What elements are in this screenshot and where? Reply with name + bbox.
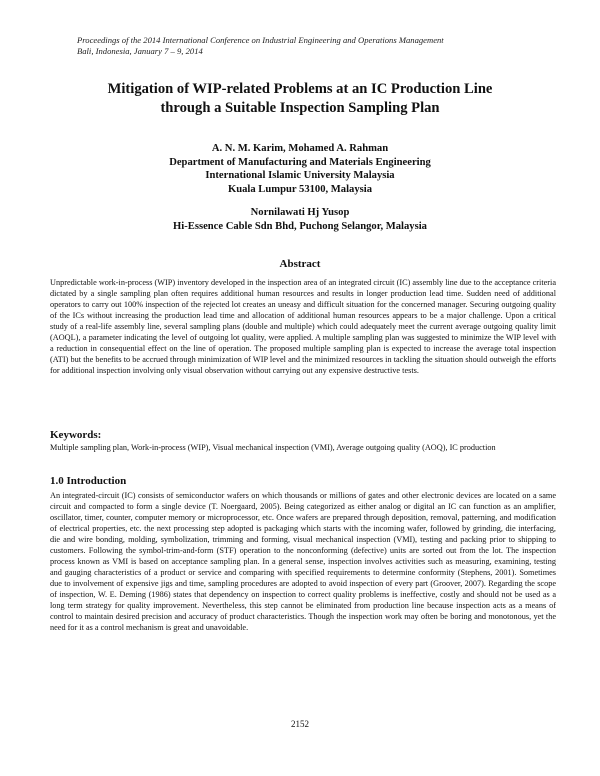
introduction-text: An integrated-circuit (IC) consists of semiconductor wafers on which thousands or millions of gates and other electronic devices are located on a same circuit and compacted to form a single device (T. Noergaard, 2005). Being categorized as either analog or digital an IC can function as an amplifier, oscillator, timer, counter, computer memory or microprocessor, etc. Once wafers are prepared through deposition, removal, patterning, and modification of electrical properties, etc. the next processing step adopted is packaging which starts with the incoming wafer, followed by grinding, die interfacing, die and wire bonding, molding, symbolization, trimming and forming, visual mechanical inspection (VMI), testing and packing prior to shipping to customers. Following the symbol-trim-and-form (STF) operation to the nonconforming (defective) units are sorted out from the lot. The inspection process known as VMI is based on acceptance sampling plan. In a general sense, inspection involves activities such as measuring, examining, testing and gauging characteristics of a product or service and comparing with specified requirements to determine conformity (Stephens, 2001). Sometimes due to involvement of expensive jigs and time, sampling procedures are adopted to avoid inspection of every part (Groover, 2007). Regarding the scope of inspection, W. E. Deming (1986) states that dependency on inspection to correct quality problems is ineffective, costly and should not be used as a long term strategy for quality improvement. Nevertheless, this step cannot be eliminated from production line because inspection acts as a means of control to maintain desired precision and accuracy of product characteristics. Though the inspection work may often be boring and monotonous, yet the need for it as a control mechanism is great and unavoidable. <box>50 491 556 632</box>
running-head-location: Bali, Indonesia, January 7 – 9, 2014 <box>77 46 203 56</box>
abstract-text: Unpredictable work-in-process (WIP) inventory developed in the inspection area of an integrated circuit (IC) assembly line due to the acceptance criteria dictated by a single sampling plan often requires additional human resources and results in longer production lead time. Sudden need of additional operators to carry out 100% inspection of the rejected lot creates an uneasy and difficult situation for the concerned manager. Securing outgoing quality of the ICs without increasing the production lead time and allocation of additional human resources appears to be a major challenge. Upon a critical study of a real-life assembly line, several sampling plans (double and multiple) which could adequately meet the current average outgoing quality limit (AOQL), a parameter indicating the level of outgoing lot quality, were applied. A multiple sampling plan was suggested to minimize the WIP level with a reduction in consequential effect on the line of operation. The proposed multiple sampling plan is expected to increase the average total inspection (ATI) but the benefits to be accrued through minimization of WIP level and the minimized resources in tackling the situation should outweigh the efforts for additional inspection involving only visual observation without carrying out any expensive destructive tests. <box>50 278 556 375</box>
author-university: International Islamic University Malaysia <box>205 170 395 181</box>
page-number: 2152 <box>291 719 309 729</box>
keywords-text: Multiple sampling plan, Work-in-process (WIP), Visual mechanical inspection (VMI), Average outgoing quality (AOQ), IC production <box>50 443 496 452</box>
running-head <box>77 35 537 57</box>
author-city: Kuala Lumpur 53100, Malaysia <box>227 183 373 195</box>
author-name-2: Nornilawati Hj Yusop <box>250 207 350 218</box>
paper-title-line-2: through a Suitable Inspection Sampling Plan <box>160 100 440 116</box>
keywords-heading: Keywords: <box>50 429 102 441</box>
author-affiliation-2: Hi-Essence Cable Sdn Bhd, Puchong Selangor, Malaysia <box>173 220 427 232</box>
author-block-2 <box>60 206 540 233</box>
introduction-heading: 1.0 Introduction <box>50 475 127 487</box>
author-block <box>60 142 540 196</box>
author-names: A. N. M. Karim, Mohamed A. Rahman <box>211 143 389 154</box>
paper-title <box>60 80 540 118</box>
paper-title-line-1: Mitigation of WIP-related Problems at an IC Production Line <box>107 81 493 97</box>
abstract-heading: Abstract <box>279 258 321 270</box>
running-head-conference: Proceedings of the 2014 International Conference on Industrial Engineering and Operations Management <box>77 35 444 45</box>
author-department: Department of Manufacturing and Materials Engineering <box>169 156 431 168</box>
